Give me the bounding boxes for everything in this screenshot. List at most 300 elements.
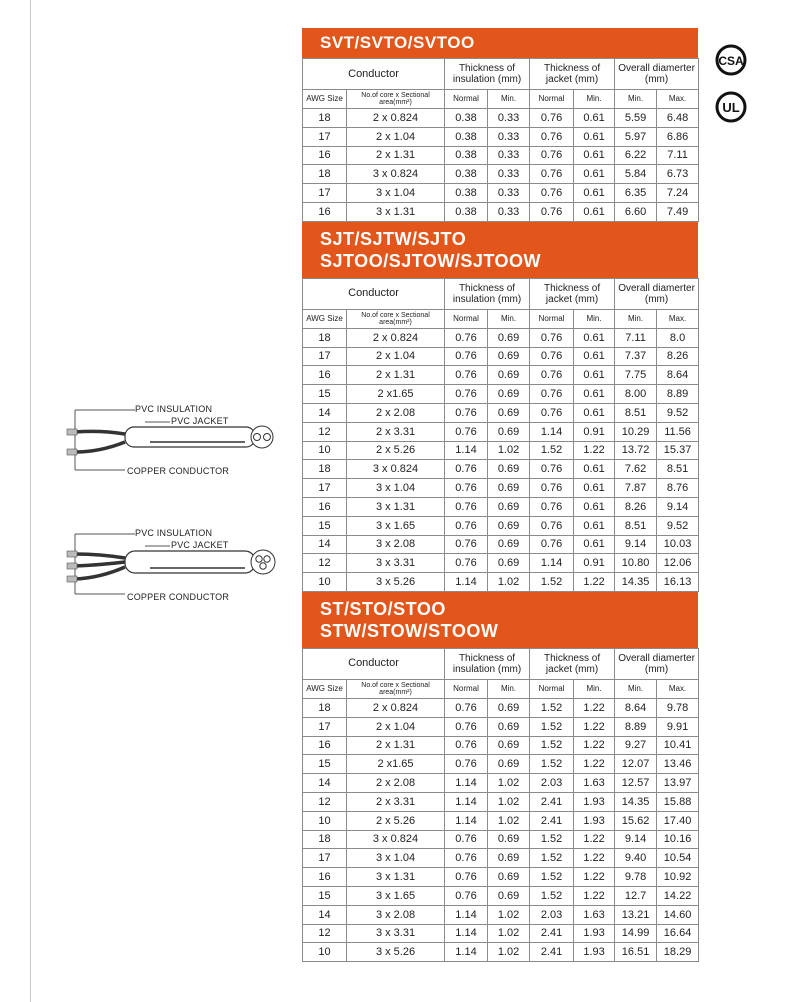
insulation-normal-cell: 0.76 (445, 535, 488, 554)
jacket-normal-cell: 1.52 (530, 755, 574, 774)
insulation-normal-cell: 0.76 (445, 516, 488, 535)
diameter-max-cell: 7.49 (657, 202, 699, 221)
jacket-normal-cell: 0.76 (530, 347, 574, 366)
core-area-cell: 2 x 5.26 (347, 811, 445, 830)
core-area-header: No.of core x Sectional area(mm²) (347, 90, 445, 109)
diameter-min-cell: 8.51 (615, 516, 657, 535)
awg-cell: 17 (303, 347, 347, 366)
insulation-normal-header: Normal (445, 90, 488, 109)
insulation-min-cell: 1.02 (488, 943, 530, 962)
table-row (303, 328, 699, 347)
awg-cell: 14 (303, 905, 347, 924)
insulation-normal-cell: 0.76 (445, 460, 488, 479)
insulation-min-cell: 0.33 (488, 146, 530, 165)
insulation-normal-cell: 1.14 (445, 792, 488, 811)
awg-cell: 16 (303, 497, 347, 516)
diameter-max-cell: 9.14 (657, 497, 699, 516)
jacket-min-cell: 0.61 (574, 165, 615, 184)
insulation-min-cell: 0.69 (488, 385, 530, 404)
jacket-min-cell: 1.22 (574, 886, 615, 905)
pvc-jacket-label: PVC JACKET (171, 540, 229, 550)
jacket-normal-cell: 0.76 (530, 385, 574, 404)
diameter-min-cell: 5.97 (615, 127, 657, 146)
insulation-normal-cell: 0.76 (445, 830, 488, 849)
awg-cell: 18 (303, 830, 347, 849)
csa-mark-icon (715, 44, 747, 76)
awg-cell: 10 (303, 573, 347, 592)
insulation-normal-cell: 0.76 (445, 497, 488, 516)
diameter-min-cell: 12.57 (615, 774, 657, 793)
conductor-header: Conductor (303, 278, 445, 309)
jacket-min-cell: 1.22 (574, 849, 615, 868)
core-area-cell: 3 x 5.26 (347, 943, 445, 962)
diameter-min-cell: 10.29 (615, 422, 657, 441)
jacket-normal-cell: 1.52 (530, 886, 574, 905)
core-area-cell: 2 x 1.31 (347, 146, 445, 165)
insulation-min-cell: 1.02 (488, 905, 530, 924)
insulation-min-cell: 0.69 (488, 736, 530, 755)
diameter-max-header: Max. (657, 679, 699, 698)
insulation-normal-cell: 0.76 (445, 755, 488, 774)
jacket-min-header: Min. (574, 90, 615, 109)
table-row (303, 516, 699, 535)
core-area-cell: 3 x 1.31 (347, 497, 445, 516)
diameter-max-cell: 10.16 (657, 830, 699, 849)
diameter-header: Overall diamerter (mm) (615, 278, 699, 309)
table-row (303, 774, 699, 793)
diameter-min-cell: 12.7 (615, 886, 657, 905)
spec-section (302, 592, 698, 962)
insulation-normal-header: Normal (445, 679, 488, 698)
table-row (303, 422, 699, 441)
awg-cell: 12 (303, 792, 347, 811)
insulation-min-header: Min. (488, 90, 530, 109)
jacket-normal-cell: 0.76 (530, 109, 574, 128)
insulation-header: Thickness of insulation (mm) (445, 278, 530, 309)
jacket-normal-cell: 0.76 (530, 366, 574, 385)
jacket-min-cell: 1.63 (574, 905, 615, 924)
diameter-min-cell: 8.00 (615, 385, 657, 404)
cable-diagram-3-core (55, 524, 285, 606)
diameter-max-cell: 9.52 (657, 516, 699, 535)
certification-marks (715, 44, 755, 138)
table-row (303, 184, 699, 203)
table-row (303, 755, 699, 774)
table-row (303, 460, 699, 479)
diameter-min-cell: 10.80 (615, 554, 657, 573)
insulation-min-header: Min. (488, 679, 530, 698)
jacket-normal-cell: 2.03 (530, 905, 574, 924)
diameter-min-cell: 14.35 (615, 573, 657, 592)
ul-mark-text: UL (722, 100, 740, 115)
diameter-min-cell: 7.75 (615, 366, 657, 385)
table-row (303, 849, 699, 868)
table-row (303, 403, 699, 422)
awg-cell: 10 (303, 811, 347, 830)
core-area-cell: 3 x 0.824 (347, 830, 445, 849)
diameter-min-cell: 6.22 (615, 146, 657, 165)
insulation-normal-cell: 0.38 (445, 109, 488, 128)
core-area-cell: 3 x 1.04 (347, 479, 445, 498)
jacket-min-cell: 0.61 (574, 109, 615, 128)
diameter-max-cell: 8.89 (657, 385, 699, 404)
insulation-normal-header: Normal (445, 309, 488, 328)
jacket-header: Thickness of jacket (mm) (530, 278, 615, 309)
insulation-min-cell: 0.69 (488, 347, 530, 366)
spec-table (302, 58, 699, 222)
insulation-normal-cell: 0.76 (445, 698, 488, 717)
spec-table (302, 278, 699, 592)
pvc-insulation-label: PVC INSULATION (135, 528, 213, 538)
awg-cell: 10 (303, 441, 347, 460)
table-row (303, 811, 699, 830)
awg-cell: 17 (303, 127, 347, 146)
jacket-min-header: Min. (574, 309, 615, 328)
core-area-cell: 2 x 1.04 (347, 347, 445, 366)
section-title (302, 592, 698, 648)
diameter-max-cell: 7.24 (657, 184, 699, 203)
awg-cell: 10 (303, 943, 347, 962)
diameter-max-cell: 8.0 (657, 328, 699, 347)
awg-cell: 14 (303, 535, 347, 554)
jacket-normal-cell: 0.76 (530, 328, 574, 347)
jacket-min-cell: 0.61 (574, 202, 615, 221)
awg-cell: 15 (303, 516, 347, 535)
jacket-min-cell: 0.61 (574, 479, 615, 498)
awg-cell: 18 (303, 109, 347, 128)
diameter-max-cell: 10.54 (657, 849, 699, 868)
jacket-min-cell: 0.61 (574, 385, 615, 404)
diameter-min-header: Min. (615, 309, 657, 328)
awg-cell: 12 (303, 924, 347, 943)
table-row (303, 573, 699, 592)
jacket-min-cell: 1.22 (574, 736, 615, 755)
section-title-line: SJT/SJTW/SJTO (320, 228, 467, 249)
awg-cell: 17 (303, 849, 347, 868)
csa-mark-text: CSA (718, 54, 744, 68)
core-area-cell: 2 x 0.824 (347, 109, 445, 128)
diameter-min-cell: 14.99 (615, 924, 657, 943)
insulation-normal-cell: 0.76 (445, 868, 488, 887)
diameter-max-cell: 18.29 (657, 943, 699, 962)
awg-cell: 16 (303, 146, 347, 165)
jacket-normal-cell: 2.41 (530, 811, 574, 830)
jacket-header: Thickness of jacket (mm) (530, 59, 615, 90)
diameter-min-cell: 6.60 (615, 202, 657, 221)
jacket-normal-cell: 1.14 (530, 554, 574, 573)
core-area-cell: 2 x1.65 (347, 755, 445, 774)
jacket-normal-cell: 0.76 (530, 479, 574, 498)
core-area-cell: 2 x 1.04 (347, 127, 445, 146)
insulation-min-cell: 0.69 (488, 460, 530, 479)
insulation-normal-cell: 1.14 (445, 924, 488, 943)
conductor-header: Conductor (303, 59, 445, 90)
core-area-cell: 2 x1.65 (347, 385, 445, 404)
jacket-normal-cell: 0.76 (530, 535, 574, 554)
jacket-min-cell: 0.61 (574, 146, 615, 165)
table-row (303, 830, 699, 849)
spec-table (302, 648, 699, 962)
diameter-min-cell: 7.62 (615, 460, 657, 479)
ul-mark-icon (715, 91, 747, 123)
diameter-max-header: Max. (657, 309, 699, 328)
diameter-max-cell: 8.26 (657, 347, 699, 366)
table-row (303, 497, 699, 516)
jacket-normal-header: Normal (530, 679, 574, 698)
awg-size-header: AWG Size (303, 679, 347, 698)
core-area-cell: 3 x 2.08 (347, 905, 445, 924)
diameter-max-cell: 8.64 (657, 366, 699, 385)
jacket-normal-cell: 1.14 (530, 422, 574, 441)
section-title-line: ST/STO/STOO (320, 598, 446, 619)
table-row (303, 943, 699, 962)
table-row (303, 441, 699, 460)
header-row (303, 648, 699, 679)
jacket-min-cell: 0.61 (574, 328, 615, 347)
diameter-max-cell: 10.03 (657, 535, 699, 554)
table-row (303, 905, 699, 924)
insulation-min-cell: 0.69 (488, 328, 530, 347)
core-area-cell: 3 x 1.31 (347, 868, 445, 887)
spec-section (302, 222, 698, 592)
jacket-normal-cell: 0.76 (530, 127, 574, 146)
jacket-min-cell: 1.22 (574, 755, 615, 774)
table-row (303, 868, 699, 887)
copper-conductor-label: COPPER CONDUCTOR (127, 466, 230, 476)
jacket-min-cell: 0.61 (574, 497, 615, 516)
diameter-max-cell: 6.73 (657, 165, 699, 184)
diameter-min-header: Min. (615, 679, 657, 698)
table-row (303, 792, 699, 811)
insulation-normal-cell: 0.76 (445, 422, 488, 441)
core-area-cell: 2 x 0.824 (347, 328, 445, 347)
awg-cell: 18 (303, 165, 347, 184)
insulation-normal-cell: 0.76 (445, 366, 488, 385)
diameter-max-cell: 16.13 (657, 573, 699, 592)
diameter-max-cell: 7.11 (657, 146, 699, 165)
diameter-max-cell: 15.88 (657, 792, 699, 811)
insulation-min-cell: 0.69 (488, 554, 530, 573)
awg-cell: 18 (303, 698, 347, 717)
core-area-cell: 2 x 2.08 (347, 774, 445, 793)
header-row (303, 59, 699, 90)
diameter-header: Overall diamerter (mm) (615, 59, 699, 90)
awg-cell: 17 (303, 717, 347, 736)
table-row (303, 554, 699, 573)
insulation-min-cell: 1.02 (488, 792, 530, 811)
copper-conductor-label: COPPER CONDUCTOR (127, 592, 230, 602)
diameter-min-header: Min. (615, 90, 657, 109)
awg-cell: 15 (303, 886, 347, 905)
core-area-cell: 3 x 0.824 (347, 165, 445, 184)
diameter-min-cell: 5.59 (615, 109, 657, 128)
core-area-cell: 3 x 3.31 (347, 554, 445, 573)
jacket-min-cell: 0.91 (574, 554, 615, 573)
diameter-max-cell: 11.56 (657, 422, 699, 441)
jacket-normal-cell: 0.76 (530, 516, 574, 535)
insulation-normal-cell: 0.38 (445, 165, 488, 184)
insulation-normal-cell: 0.76 (445, 385, 488, 404)
insulation-normal-cell: 1.14 (445, 905, 488, 924)
section-title-line: STW/STOW/STOOW (320, 620, 499, 641)
insulation-min-cell: 0.69 (488, 830, 530, 849)
subheader-row (303, 90, 699, 109)
awg-cell: 15 (303, 755, 347, 774)
insulation-normal-cell: 0.76 (445, 479, 488, 498)
diameter-max-cell: 8.76 (657, 479, 699, 498)
insulation-min-cell: 0.33 (488, 202, 530, 221)
section-title (302, 28, 698, 58)
awg-cell: 12 (303, 422, 347, 441)
core-area-cell: 3 x 5.26 (347, 573, 445, 592)
jacket-min-cell: 1.22 (574, 717, 615, 736)
insulation-normal-cell: 0.38 (445, 184, 488, 203)
diameter-max-header: Max. (657, 90, 699, 109)
table-row (303, 535, 699, 554)
diameter-max-cell: 16.64 (657, 924, 699, 943)
table-row (303, 924, 699, 943)
header-row (303, 278, 699, 309)
awg-cell: 16 (303, 202, 347, 221)
core-area-cell: 2 x 1.31 (347, 366, 445, 385)
diameter-max-cell: 9.52 (657, 403, 699, 422)
table-row (303, 479, 699, 498)
diameter-max-cell: 9.91 (657, 717, 699, 736)
jacket-min-cell: 1.22 (574, 441, 615, 460)
diameter-min-cell: 7.11 (615, 328, 657, 347)
core-area-cell: 3 x 0.824 (347, 460, 445, 479)
jacket-min-cell: 1.93 (574, 792, 615, 811)
insulation-min-cell: 0.33 (488, 184, 530, 203)
awg-cell: 17 (303, 184, 347, 203)
jacket-min-cell: 0.91 (574, 422, 615, 441)
subheader-row (303, 679, 699, 698)
awg-size-header: AWG Size (303, 90, 347, 109)
diameter-max-cell: 9.78 (657, 698, 699, 717)
table-row (303, 366, 699, 385)
diameter-min-cell: 9.40 (615, 849, 657, 868)
jacket-min-cell: 1.93 (574, 924, 615, 943)
diameter-max-cell: 15.37 (657, 441, 699, 460)
diameter-min-cell: 12.07 (615, 755, 657, 774)
insulation-min-cell: 0.69 (488, 516, 530, 535)
core-area-cell: 2 x 3.31 (347, 422, 445, 441)
jacket-min-cell: 1.22 (574, 573, 615, 592)
core-area-cell: 2 x 5.26 (347, 441, 445, 460)
diameter-min-cell: 5.84 (615, 165, 657, 184)
awg-cell: 16 (303, 868, 347, 887)
insulation-min-cell: 0.69 (488, 698, 530, 717)
jacket-normal-cell: 1.52 (530, 717, 574, 736)
jacket-min-cell: 0.61 (574, 347, 615, 366)
diameter-min-cell: 6.35 (615, 184, 657, 203)
table-row (303, 146, 699, 165)
spec-section (302, 28, 698, 222)
diameter-min-cell: 13.21 (615, 905, 657, 924)
core-area-cell: 2 x 1.04 (347, 717, 445, 736)
table-row (303, 385, 699, 404)
insulation-normal-cell: 0.76 (445, 717, 488, 736)
awg-size-header: AWG Size (303, 309, 347, 328)
awg-cell: 17 (303, 479, 347, 498)
conductor-header: Conductor (303, 648, 445, 679)
spec-tables (302, 28, 698, 962)
jacket-min-cell: 0.61 (574, 403, 615, 422)
diameter-min-cell: 8.26 (615, 497, 657, 516)
insulation-min-cell: 0.69 (488, 497, 530, 516)
insulation-min-cell: 1.02 (488, 811, 530, 830)
insulation-min-cell: 0.69 (488, 535, 530, 554)
diameter-min-cell: 15.62 (615, 811, 657, 830)
diameter-max-cell: 10.41 (657, 736, 699, 755)
jacket-min-cell: 0.61 (574, 516, 615, 535)
jacket-min-cell: 0.61 (574, 460, 615, 479)
core-area-header: No.of core x Sectional area(mm²) (347, 309, 445, 328)
core-area-header: No.of core x Sectional area(mm²) (347, 679, 445, 698)
diameter-min-cell: 13.72 (615, 441, 657, 460)
jacket-min-cell: 0.61 (574, 184, 615, 203)
jacket-normal-cell: 1.52 (530, 830, 574, 849)
table-row (303, 127, 699, 146)
core-area-cell: 3 x 2.08 (347, 535, 445, 554)
diameter-min-cell: 7.37 (615, 347, 657, 366)
core-area-cell: 2 x 0.824 (347, 698, 445, 717)
core-area-cell: 3 x 1.04 (347, 184, 445, 203)
pvc-insulation-label: PVC INSULATION (135, 404, 213, 414)
insulation-normal-cell: 1.14 (445, 441, 488, 460)
insulation-normal-cell: 0.76 (445, 347, 488, 366)
diameter-max-cell: 13.97 (657, 774, 699, 793)
awg-cell: 18 (303, 328, 347, 347)
jacket-min-cell: 1.63 (574, 774, 615, 793)
diameter-min-cell: 8.89 (615, 717, 657, 736)
diameter-max-cell: 10.92 (657, 868, 699, 887)
jacket-normal-cell: 1.52 (530, 573, 574, 592)
insulation-normal-cell: 0.76 (445, 554, 488, 573)
diameter-min-cell: 9.14 (615, 830, 657, 849)
diameter-min-cell: 16.51 (615, 943, 657, 962)
diameter-min-cell: 9.14 (615, 535, 657, 554)
table-row (303, 717, 699, 736)
insulation-min-cell: 0.33 (488, 127, 530, 146)
table-row (303, 109, 699, 128)
insulation-header: Thickness of insulation (mm) (445, 648, 530, 679)
table-row (303, 347, 699, 366)
insulation-normal-cell: 0.76 (445, 736, 488, 755)
diameter-min-cell: 9.27 (615, 736, 657, 755)
jacket-normal-header: Normal (530, 90, 574, 109)
core-area-cell: 3 x 1.65 (347, 886, 445, 905)
awg-cell: 14 (303, 403, 347, 422)
jacket-min-cell: 0.61 (574, 535, 615, 554)
jacket-normal-cell: 1.52 (530, 849, 574, 868)
insulation-min-cell: 0.69 (488, 755, 530, 774)
table-row (303, 698, 699, 717)
insulation-min-cell: 0.69 (488, 479, 530, 498)
diameter-min-cell: 8.64 (615, 698, 657, 717)
awg-cell: 16 (303, 736, 347, 755)
awg-cell: 15 (303, 385, 347, 404)
jacket-header: Thickness of jacket (mm) (530, 648, 615, 679)
insulation-min-cell: 0.69 (488, 717, 530, 736)
insulation-normal-cell: 1.14 (445, 943, 488, 962)
table-row (303, 202, 699, 221)
jacket-normal-cell: 2.03 (530, 774, 574, 793)
core-area-cell: 2 x 3.31 (347, 792, 445, 811)
section-title-line: SJTOO/SJTOW/SJTOOW (320, 250, 542, 271)
jacket-min-cell: 1.93 (574, 811, 615, 830)
jacket-normal-header: Normal (530, 309, 574, 328)
